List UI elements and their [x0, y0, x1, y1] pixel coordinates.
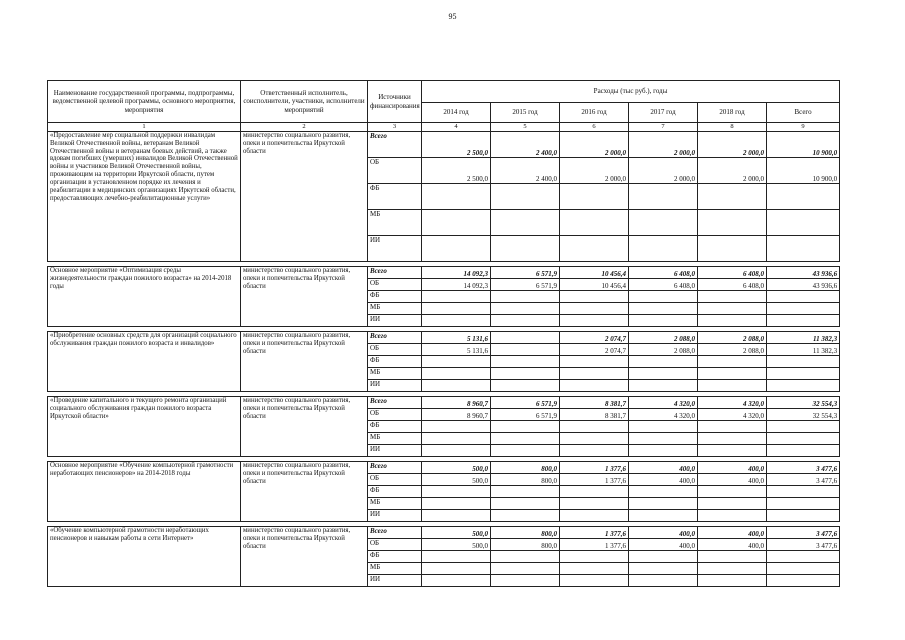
empty-value-cell: [491, 380, 560, 392]
empty-value-cell: [560, 445, 629, 457]
empty-value-cell: [767, 445, 840, 457]
empty-value-cell: [560, 303, 629, 315]
empty-value-cell: [560, 236, 629, 262]
empty-value-cell: [698, 445, 767, 457]
total-value-cell: 2 074,7: [560, 332, 629, 344]
funding-source: ИИ: [368, 380, 422, 392]
funding-source: ОБ: [368, 344, 422, 356]
total-value-cell: 6 408,0: [629, 267, 698, 279]
ob-value-cell: 2 500,0: [422, 158, 491, 184]
empty-value-cell: [629, 563, 698, 575]
table-row: [48, 132, 840, 158]
ob-value-cell: 2 088,0: [698, 344, 767, 356]
total-value-cell: 2 500,0: [422, 132, 491, 158]
empty-value-cell: [491, 291, 560, 303]
header-year: 2016 год: [560, 103, 629, 123]
total-value-cell: 4 320,0: [698, 397, 767, 409]
ob-value-cell: 10 456,4: [560, 279, 629, 291]
empty-value-cell: [629, 315, 698, 327]
column-number: 9: [767, 123, 840, 132]
header-total: Всего: [767, 103, 840, 123]
empty-value-cell: [491, 315, 560, 327]
funding-source: ОБ: [368, 279, 422, 291]
total-value-cell: 3 477,6: [767, 527, 840, 539]
funding-source: ФБ: [368, 421, 422, 433]
funding-source: ФБ: [368, 486, 422, 498]
ob-value-cell: 500,0: [422, 539, 491, 551]
total-value-cell: 2 400,0: [491, 132, 560, 158]
funding-source: ОБ: [368, 409, 422, 421]
ob-value-cell: 3 477,6: [767, 474, 840, 486]
funding-source: МБ: [368, 368, 422, 380]
empty-value-cell: [491, 421, 560, 433]
funding-source: Всего: [368, 462, 422, 474]
funding-source: МБ: [368, 303, 422, 315]
ob-value-cell: 1 377,6: [560, 474, 629, 486]
header-year: 2017 год: [629, 103, 698, 123]
funding-source: Всего: [368, 132, 422, 158]
empty-value-cell: [560, 380, 629, 392]
ob-value-cell: 400,0: [698, 539, 767, 551]
ob-value-cell: 4 320,0: [629, 409, 698, 421]
funding-source: ФБ: [368, 291, 422, 303]
ob-value-cell: 14 092,3: [422, 279, 491, 291]
funding-source: Всего: [368, 397, 422, 409]
empty-value-cell: [698, 210, 767, 236]
empty-value-cell: [422, 236, 491, 262]
total-value-cell: 1 377,6: [560, 462, 629, 474]
empty-value-cell: [698, 291, 767, 303]
ob-value-cell: 10 900,0: [767, 158, 840, 184]
table-row: [48, 332, 840, 344]
empty-value-cell: [422, 368, 491, 380]
header-year: 2015 год: [491, 103, 560, 123]
ob-value-cell: 2 400,0: [491, 158, 560, 184]
empty-value-cell: [698, 486, 767, 498]
table-row: [48, 527, 840, 539]
empty-value-cell: [629, 575, 698, 587]
ob-value-cell: [491, 344, 560, 356]
responsible-executor: министерство социального развития, опеки и попечительства Иркутской области: [241, 527, 368, 587]
total-value-cell: 500,0: [422, 462, 491, 474]
empty-value-cell: [698, 315, 767, 327]
funding-source: ФБ: [368, 356, 422, 368]
empty-value-cell: [422, 510, 491, 522]
ob-value-cell: 6 571,9: [491, 279, 560, 291]
total-value-cell: 2 000,0: [698, 132, 767, 158]
ob-value-cell: 6 408,0: [629, 279, 698, 291]
total-value-cell: 2 000,0: [560, 132, 629, 158]
empty-value-cell: [629, 510, 698, 522]
empty-value-cell: [767, 184, 840, 210]
empty-value-cell: [422, 445, 491, 457]
ob-value-cell: 800,0: [491, 539, 560, 551]
empty-value-cell: [560, 563, 629, 575]
table-row: [48, 397, 840, 409]
empty-value-cell: [560, 433, 629, 445]
empty-value-cell: [560, 368, 629, 380]
empty-value-cell: [560, 498, 629, 510]
funding-source: ИИ: [368, 315, 422, 327]
empty-value-cell: [698, 421, 767, 433]
column-number: 8: [698, 123, 767, 132]
header-expenses: Расходы (тыс руб.), годы: [422, 81, 840, 103]
empty-value-cell: [767, 486, 840, 498]
empty-value-cell: [560, 575, 629, 587]
total-value-cell: 14 092,3: [422, 267, 491, 279]
empty-value-cell: [491, 356, 560, 368]
funding-source: ОБ: [368, 474, 422, 486]
empty-value-cell: [629, 551, 698, 563]
funding-source: МБ: [368, 498, 422, 510]
funding-source: ОБ: [368, 158, 422, 184]
total-value-cell: 400,0: [698, 462, 767, 474]
total-value-cell: 2 088,0: [698, 332, 767, 344]
column-number: 7: [629, 123, 698, 132]
total-value-cell: 400,0: [698, 527, 767, 539]
empty-value-cell: [629, 368, 698, 380]
funding-source: Всего: [368, 527, 422, 539]
empty-value-cell: [767, 510, 840, 522]
ob-value-cell: 2 088,0: [629, 344, 698, 356]
empty-value-cell: [422, 210, 491, 236]
total-value-cell: [491, 332, 560, 344]
empty-value-cell: [560, 315, 629, 327]
funding-source: ИИ: [368, 510, 422, 522]
empty-value-cell: [422, 551, 491, 563]
total-value-cell: 8 381,7: [560, 397, 629, 409]
empty-value-cell: [698, 184, 767, 210]
header-responsible: Ответственный исполнитель, соисполнители, участники, исполнители мероприятий: [241, 81, 368, 123]
funding-source: МБ: [368, 433, 422, 445]
empty-value-cell: [767, 315, 840, 327]
ob-value-cell: 5 131,6: [422, 344, 491, 356]
total-value-cell: 10 456,4: [560, 267, 629, 279]
total-value-cell: 400,0: [629, 527, 698, 539]
empty-value-cell: [698, 575, 767, 587]
total-value-cell: 400,0: [629, 462, 698, 474]
empty-value-cell: [629, 184, 698, 210]
empty-value-cell: [698, 380, 767, 392]
column-number: 4: [422, 123, 491, 132]
page-number: 95: [448, 12, 457, 21]
ob-value-cell: 800,0: [491, 474, 560, 486]
ob-value-cell: 8 381,7: [560, 409, 629, 421]
empty-value-cell: [422, 498, 491, 510]
total-value-cell: 5 131,6: [422, 332, 491, 344]
table-row: [48, 462, 840, 474]
table-body: [48, 132, 840, 587]
empty-value-cell: [767, 563, 840, 575]
empty-value-cell: [422, 184, 491, 210]
empty-value-cell: [629, 445, 698, 457]
column-number: 2: [241, 123, 368, 132]
empty-value-cell: [767, 433, 840, 445]
program-description: «Предоставление мер социальной поддержки инвалидам Великой Отечественной войны, ветеранам Великой Отечественной войны и ветеранам боевых действий, а также вдовам погибших (умерших) инвалидов Великой Отечественной войны и участников Великой Отечественной войны, проживающим на территории Иркутской области, путем организации в установленном порядке их лечения и реабилитации в медицинских организациях Иркутской области, предоставляющих лечебно-реабилитационные услуги»: [48, 132, 241, 262]
empty-value-cell: [491, 236, 560, 262]
ob-value-cell: 43 936,6: [767, 279, 840, 291]
empty-value-cell: [698, 498, 767, 510]
total-value-cell: 4 320,0: [629, 397, 698, 409]
ob-value-cell: 2 000,0: [629, 158, 698, 184]
total-value-cell: 2 000,0: [629, 132, 698, 158]
empty-value-cell: [767, 380, 840, 392]
ob-value-cell: 2 074,7: [560, 344, 629, 356]
total-value-cell: 32 554,3: [767, 397, 840, 409]
empty-value-cell: [491, 303, 560, 315]
empty-value-cell: [767, 368, 840, 380]
empty-value-cell: [629, 356, 698, 368]
empty-value-cell: [560, 184, 629, 210]
funding-source: ИИ: [368, 575, 422, 587]
header-year: 2018 год: [698, 103, 767, 123]
empty-value-cell: [422, 380, 491, 392]
ob-value-cell: 6 571,9: [491, 409, 560, 421]
empty-value-cell: [560, 356, 629, 368]
ob-value-cell: 6 408,0: [698, 279, 767, 291]
empty-value-cell: [698, 433, 767, 445]
empty-value-cell: [560, 486, 629, 498]
total-value-cell: 6 571,9: [491, 397, 560, 409]
total-value-cell: 6 408,0: [698, 267, 767, 279]
empty-value-cell: [422, 486, 491, 498]
empty-value-cell: [629, 380, 698, 392]
empty-value-cell: [422, 563, 491, 575]
empty-value-cell: [491, 445, 560, 457]
ob-value-cell: 32 554,3: [767, 409, 840, 421]
funding-source: ФБ: [368, 551, 422, 563]
funding-source: МБ: [368, 210, 422, 236]
empty-value-cell: [767, 421, 840, 433]
program-description: «Приобретение основных средств для организаций социального обслуживания граждан пожилого возраста и инвалидов»: [48, 332, 241, 392]
responsible-executor: министерство социального развития, опеки и попечительства Иркутской области: [241, 267, 368, 327]
empty-value-cell: [491, 551, 560, 563]
responsible-executor: министерство социального развития, опеки и попечительства Иркутской области: [241, 397, 368, 457]
empty-value-cell: [629, 291, 698, 303]
empty-value-cell: [629, 498, 698, 510]
empty-value-cell: [629, 303, 698, 315]
total-value-cell: 8 960,7: [422, 397, 491, 409]
empty-value-cell: [767, 210, 840, 236]
empty-value-cell: [491, 498, 560, 510]
empty-value-cell: [698, 236, 767, 262]
empty-value-cell: [767, 236, 840, 262]
empty-value-cell: [698, 368, 767, 380]
empty-value-cell: [560, 421, 629, 433]
empty-value-cell: [560, 210, 629, 236]
program-description: Основное мероприятие «Оптимизация среды жизнедеятельности граждан пожилого возраста» на 2014-2018 годы: [48, 267, 241, 327]
ob-value-cell: 11 382,3: [767, 344, 840, 356]
empty-value-cell: [491, 433, 560, 445]
program-description: Основное мероприятие «Обучение компьютерной грамотности неработающих пенсионеров» на 2014-2018 годы: [48, 462, 241, 522]
header-year: 2014 год: [422, 103, 491, 123]
empty-value-cell: [698, 551, 767, 563]
empty-value-cell: [560, 510, 629, 522]
empty-value-cell: [767, 498, 840, 510]
empty-value-cell: [422, 421, 491, 433]
total-value-cell: 1 377,6: [560, 527, 629, 539]
column-number: 6: [560, 123, 629, 132]
empty-value-cell: [698, 510, 767, 522]
header-sources: Источники финансирования: [368, 81, 422, 123]
funding-source: Всего: [368, 267, 422, 279]
program-description: «Проведение капитального и текущего ремонта организаций социального обслуживания граждан пожилого возраста Иркутской области»: [48, 397, 241, 457]
empty-value-cell: [422, 575, 491, 587]
total-value-cell: 800,0: [491, 527, 560, 539]
empty-value-cell: [491, 510, 560, 522]
program-description: «Обучение компьютерной грамотности неработающих пенсионеров и навыкам работы в сети Интернет»: [48, 527, 241, 587]
empty-value-cell: [422, 433, 491, 445]
total-value-cell: 11 382,3: [767, 332, 840, 344]
empty-value-cell: [491, 210, 560, 236]
empty-value-cell: [491, 184, 560, 210]
column-number: 5: [491, 123, 560, 132]
empty-value-cell: [698, 303, 767, 315]
total-value-cell: 2 088,0: [629, 332, 698, 344]
funding-source: ИИ: [368, 236, 422, 262]
total-value-cell: 3 477,6: [767, 462, 840, 474]
ob-value-cell: 8 960,7: [422, 409, 491, 421]
header-program: Наименование государственной программы, подпрограммы, ведомственной целевой программы, основного мероприятия, мероприятия: [48, 81, 241, 123]
column-number: 1: [48, 123, 241, 132]
empty-value-cell: [767, 551, 840, 563]
ob-value-cell: 400,0: [698, 474, 767, 486]
funding-source: ИИ: [368, 445, 422, 457]
column-number: 3: [368, 123, 422, 132]
ob-value-cell: 400,0: [629, 474, 698, 486]
ob-value-cell: 3 477,6: [767, 539, 840, 551]
ob-value-cell: 2 000,0: [560, 158, 629, 184]
ob-value-cell: 2 000,0: [698, 158, 767, 184]
responsible-executor: министерство социального развития, опеки и попечительства Иркутской области: [241, 332, 368, 392]
ob-value-cell: 1 377,6: [560, 539, 629, 551]
empty-value-cell: [629, 486, 698, 498]
total-value-cell: 800,0: [491, 462, 560, 474]
funding-source: ОБ: [368, 539, 422, 551]
empty-value-cell: [422, 291, 491, 303]
total-value-cell: 500,0: [422, 527, 491, 539]
responsible-executor: министерство социального развития, опеки и попечительства Иркутской области: [241, 462, 368, 522]
ob-value-cell: 4 320,0: [698, 409, 767, 421]
funding-source: ФБ: [368, 184, 422, 210]
empty-value-cell: [629, 210, 698, 236]
empty-value-cell: [491, 575, 560, 587]
empty-value-cell: [767, 291, 840, 303]
total-value-cell: 10 900,0: [767, 132, 840, 158]
empty-value-cell: [560, 551, 629, 563]
funding-source: Всего: [368, 332, 422, 344]
total-value-cell: 43 936,6: [767, 267, 840, 279]
empty-value-cell: [422, 356, 491, 368]
empty-value-cell: [560, 291, 629, 303]
expenses-table: [47, 80, 840, 587]
empty-value-cell: [698, 563, 767, 575]
empty-value-cell: [698, 356, 767, 368]
ob-value-cell: 500,0: [422, 474, 491, 486]
empty-value-cell: [629, 236, 698, 262]
empty-value-cell: [767, 575, 840, 587]
empty-value-cell: [491, 563, 560, 575]
empty-value-cell: [767, 303, 840, 315]
responsible-executor: министерство социального развития, опеки и попечительства Иркутской области: [241, 132, 368, 262]
ob-value-cell: 400,0: [629, 539, 698, 551]
empty-value-cell: [422, 303, 491, 315]
empty-value-cell: [629, 421, 698, 433]
empty-value-cell: [629, 433, 698, 445]
funding-source: МБ: [368, 563, 422, 575]
empty-value-cell: [767, 356, 840, 368]
table-row: [48, 267, 840, 279]
empty-value-cell: [491, 486, 560, 498]
total-value-cell: 6 571,9: [491, 267, 560, 279]
empty-value-cell: [422, 315, 491, 327]
empty-value-cell: [491, 368, 560, 380]
